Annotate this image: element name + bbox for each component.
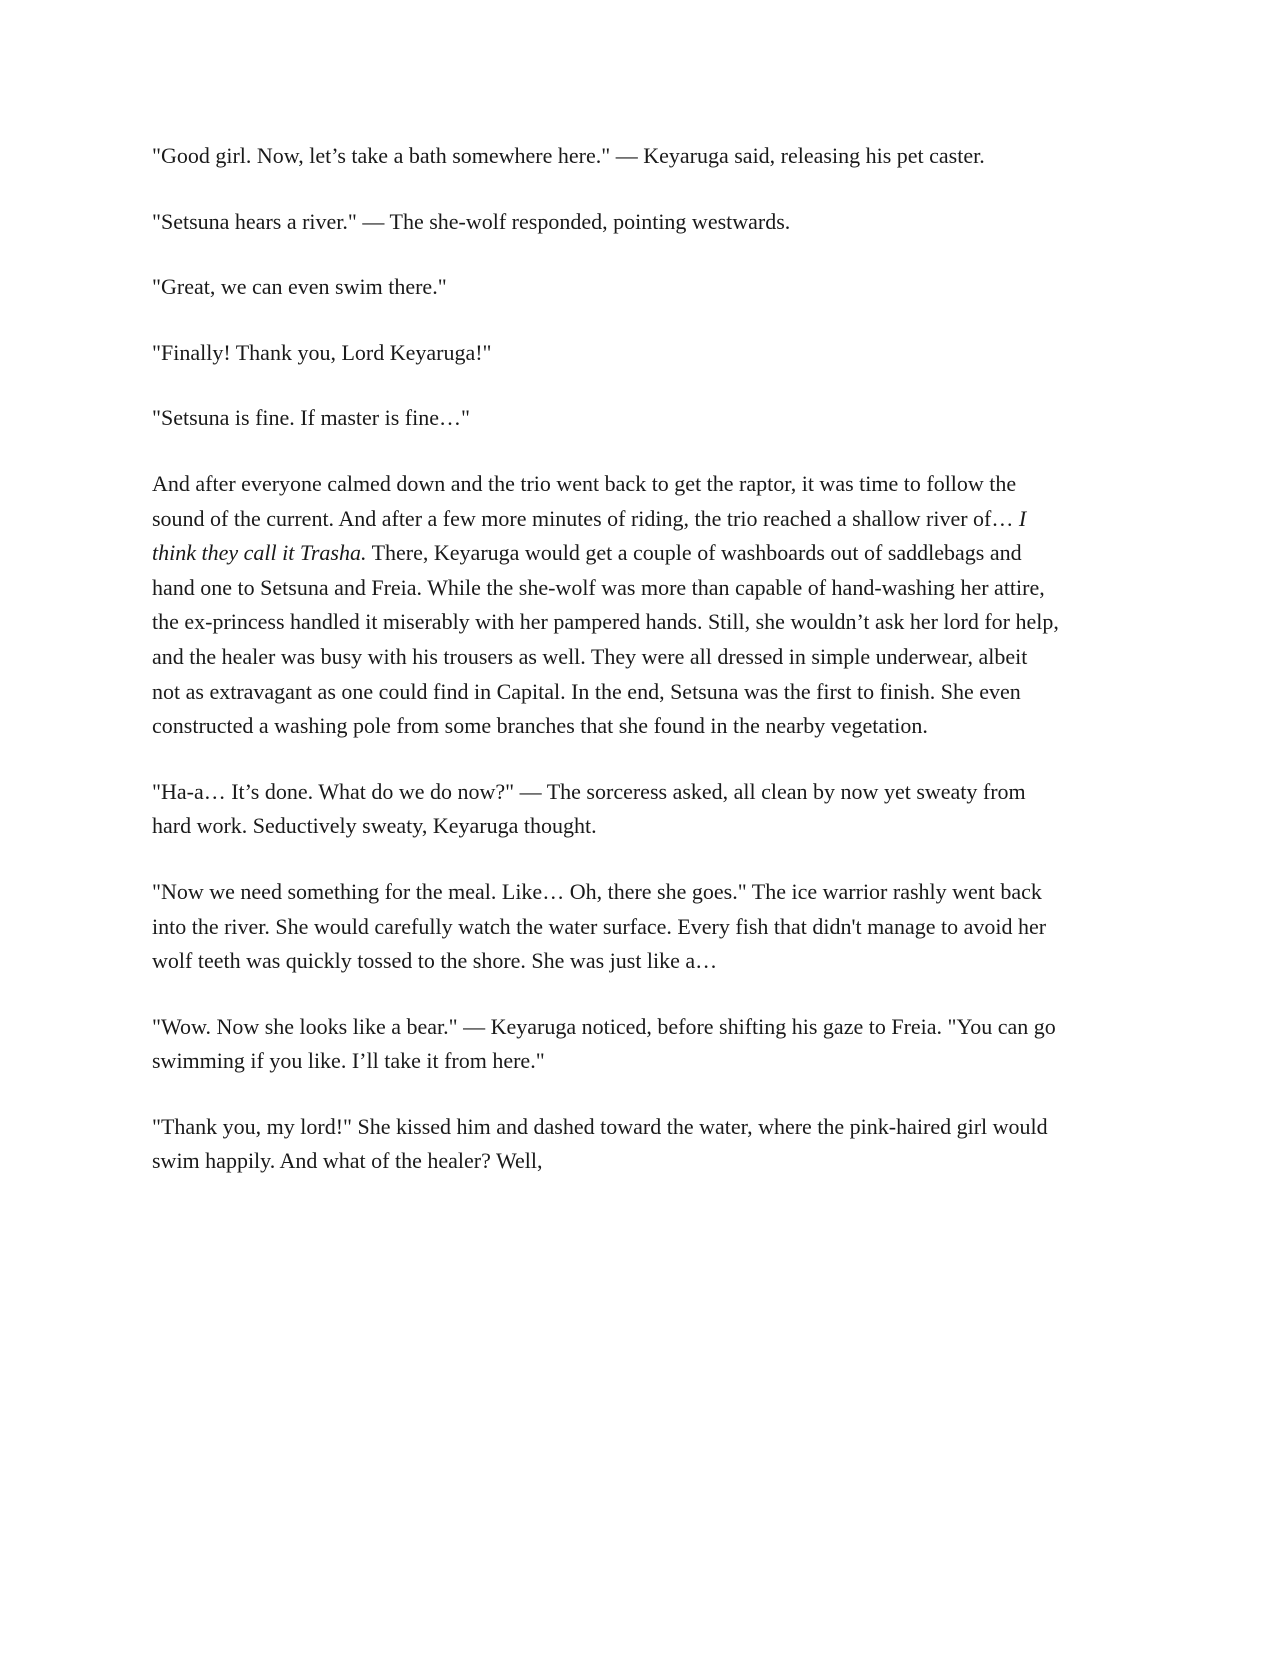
paragraph: "Setsuna hears a river." — The she-wolf responded, pointing westwards. bbox=[152, 208, 791, 234]
paragraph: "Now we need something for the meal. Like… Oh, there she goes." The ice warrior rashly went back into the river. She would carefully watch the water surface. Every fish that didn't manage to avoid her wolf teeth was quickly tossed to the shore. She was just like a… bbox=[152, 878, 1047, 974]
paragraph: "Great, we can even swim there." bbox=[152, 274, 447, 300]
paragraph: "Ha-a… It’s done. What do we do now?" — The sorceress asked, all clean by now yet sweaty from hard work. Seductively sweaty, Keyaruga thought. bbox=[152, 778, 1026, 839]
paragraph-run: And after everyone calmed down and the trio went back to get the raptor, it was time to follow the sound of the current. And after a few more minutes of riding, the trio reached a shallow river of… bbox=[152, 470, 1019, 531]
paragraph: "Thank you, my lord!" She kissed him and dashed toward the water, where the pink-haired girl would swim happily. And what of the healer? Well, bbox=[152, 1113, 1048, 1174]
paragraph bbox=[152, 467, 1060, 744]
paragraph-run: There, Keyaruga would get a couple of washboards out of saddlebags and hand one to Setsuna and Freia. While the she-wolf was more than capable of hand-washing her attire, the ex-princess handled it miserably with her pampered hands. Still, she wouldn’t ask her lord for help, and the healer was busy with his trousers as well. They were all dressed in simple underwear, albeit not as extravagant as one could find in Capital. In the end, Setsuna was the first to finish. She even constructed a washing pole from some branches that she found in the nearby vegetation. bbox=[152, 540, 1059, 739]
paragraph: "Wow. Now she looks like a bear." — Keyaruga noticed, before shifting his gaze to Freia. "You can go swimming if you like. I’ll take it from here." bbox=[152, 1013, 1056, 1074]
paragraph: "Finally! Thank you, Lord Keyaruga!" bbox=[152, 339, 492, 365]
paragraph-run-italic: I think they call it Trasha. bbox=[152, 505, 1027, 566]
paragraph: "Good girl. Now, let’s take a bath somewhere here." — Keyaruga said, releasing his pet caster. bbox=[152, 143, 985, 168]
text-column bbox=[152, 139, 1060, 1179]
paragraph: "Setsuna is fine. If master is fine…" bbox=[152, 405, 470, 431]
